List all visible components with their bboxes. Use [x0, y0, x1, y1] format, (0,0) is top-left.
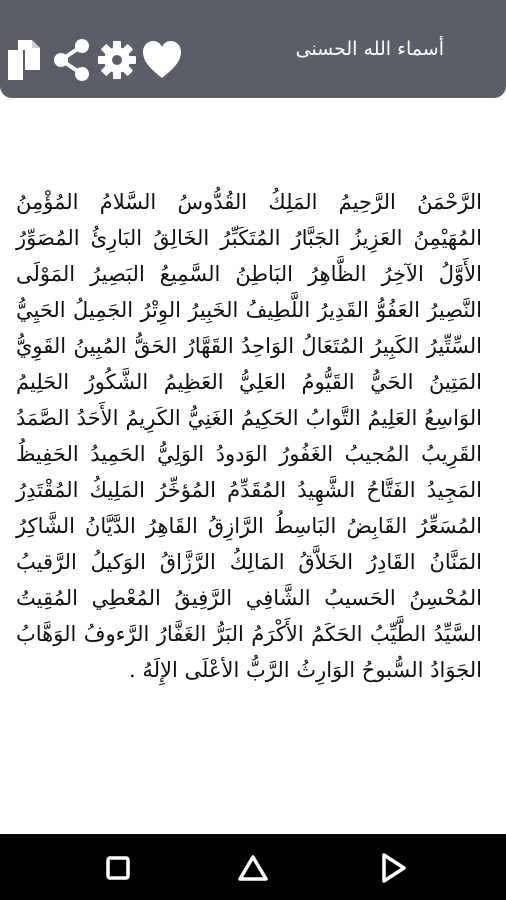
content-area — [0, 98, 506, 834]
home-button[interactable] — [236, 851, 270, 885]
home-icon — [236, 851, 270, 885]
names-text: الرَّحْمَنُ الرَّحِيمُ المَلِكُ القُدُّوسُ السَّلامُ المُؤْمِنُ المُهَيْمِنُ العَزِيزُ الجَبَّارُ المُتَكَبِّرُ الخَالِقُ البَارِئُ المُصَوِّرُ الأَوَّلُ الآخِرُ الظَّاهِرُ البَاطِنُ السَّمِيعُ البَصِيرُ المَوْلَى النَّصِيرُ العَفُوُّ القَدِيرُ اللَّطِيفُ الخَبِيرُ الوِتْرُ الجَمِيلُ الحَيِيُّ السِّتِّيرُ الكَبِيرُ المُتَعَالُ الوَاحِدُ القَهَّارُ الحَقُّ المُبِينُ القَوِيُّ المَتِينُ الحَيُّ القَيُّومُ العَلِيُّ العَظِيمُ الشَّكُورُ الحَلِيمُ الوَاسِعُ العَلِيمُ التَّوابُ الحَكِيمُ الغَنِيُّ الكَرِيمُ الأَحَدُ الصَّمَدُ القَرِيبُ المُجيبُ الغَفُورُ الوَدودُ الوَلِيُّ الحَمِيدُ الحَفِيظُ المَجِيدُ الفَتَّاحُ الشَّهِيدُ المُقَدِّمُ المُؤخِّرُ المَلِيكُ المُقْتَدِرُ المُسَعِّرُ القَابِضُ البَاسِطُ الرَّازِقُ القَاهِرُ الدَّيَّانُ الشَّاكِرُ المَنَّانُ القَادِرُ الخَلاَّقُ المَالِكُ الرَّزَّاقُ الوَكيلُ الرَّقيبُ المُحْسِنُ الحَسيبُ الشَّافِي الرَّفِيقُ المُعْطِي المُقِيتُ السَّيِّدُ الطَّيِّبُ الحَكَمُ الأَكْرَمُ البَرُّ الغَفَّارُ الرَّءوفُ الوَهَّابُ الجَوَادُ السُّبوحُ الوَارِثُ الرَّبُّ الأعْلَى الإِلَهُ . — [16, 190, 482, 682]
square-icon — [101, 851, 135, 885]
navigation-bar — [0, 834, 506, 900]
copy-icon[interactable] — [4, 36, 48, 84]
back-button[interactable] — [376, 851, 410, 885]
share-icon[interactable] — [50, 36, 94, 84]
recents-button[interactable] — [101, 851, 135, 885]
app-title: أسماء الله الحسنى — [295, 38, 444, 60]
app-bar — [0, 0, 506, 98]
back-icon — [376, 851, 410, 885]
gear-icon[interactable] — [95, 36, 139, 84]
heart-icon[interactable] — [140, 36, 184, 84]
